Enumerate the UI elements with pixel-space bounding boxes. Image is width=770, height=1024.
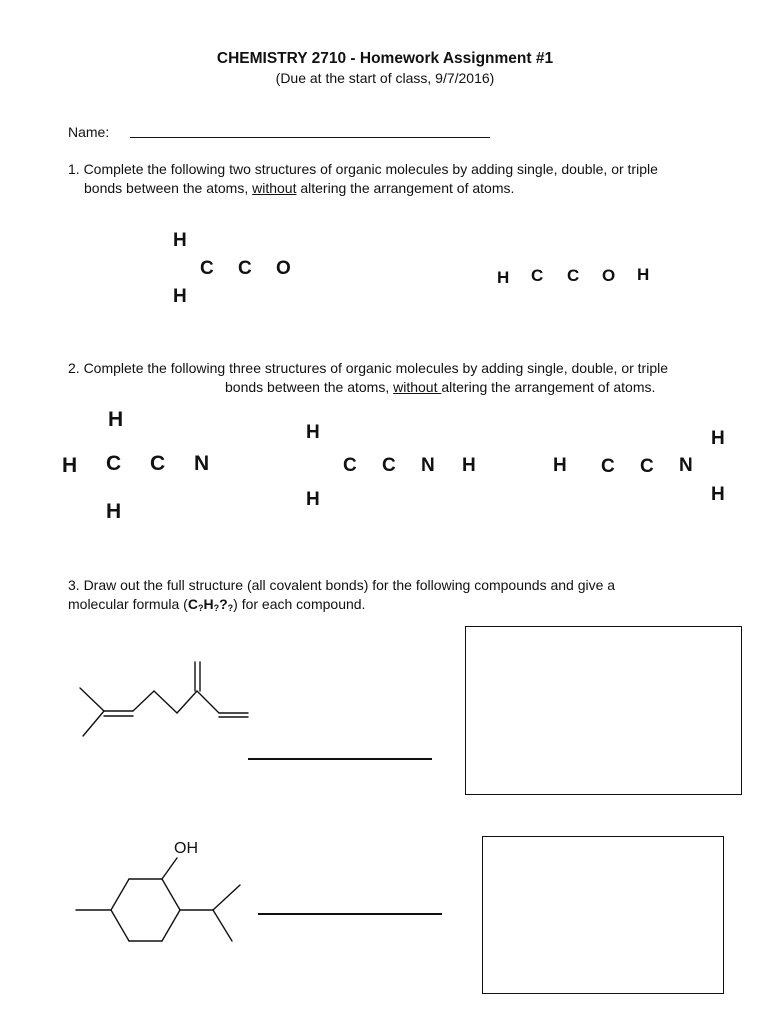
- q1-s1-c1: C: [200, 258, 214, 279]
- q2-s3-h-bottom: H: [711, 484, 725, 505]
- q2-s1-h-left: H: [62, 454, 78, 477]
- q2-s2-c2: C: [382, 455, 396, 476]
- q2-s1-c1: C: [106, 452, 122, 475]
- due-date: (Due at the start of class, 9/7/2016): [275, 70, 495, 86]
- q2-emphasis: without: [393, 379, 442, 395]
- q2-text-line1: 2. Complete the following three structures of organic molecules by adding single, double, or triple: [68, 360, 668, 376]
- q2-s1-c2: C: [150, 452, 166, 475]
- name-label: Name:: [68, 124, 110, 140]
- q1-s2-h2: H: [637, 265, 650, 284]
- q2-s2-h-top: H: [306, 422, 320, 443]
- hydroxyl-label: OH: [174, 840, 198, 857]
- q1-s2-h1: H: [497, 268, 510, 287]
- q2-s2-h-right: H: [462, 455, 476, 476]
- q2-s2-c1: C: [343, 455, 357, 476]
- q1-s1-c2: C: [238, 258, 252, 279]
- q2-s3-h-top: H: [711, 428, 725, 449]
- q2-s3-n: N: [679, 455, 693, 476]
- q1-s2-o: O: [602, 266, 616, 285]
- molecular-formula-template: $C_?H_??_?$: [187, 596, 234, 613]
- q3-text-line2: molecular formula $(C_?H_??_?)$ for each compound.: [68, 596, 366, 613]
- q2-s3-c2: C: [640, 456, 654, 477]
- q2-s2-h-bottom: H: [306, 489, 320, 510]
- page-title: CHEMISTRY 2710 - Homework Assignment #1: [216, 50, 554, 67]
- q2-s1-h-top: H: [108, 408, 124, 431]
- q1-text-line1: 1. Complete the following two structures of organic molecules by adding single, double, or triple: [68, 161, 658, 177]
- q1-emphasis: without: [252, 180, 297, 196]
- q2-text-line2: bonds between the atoms, without altering the arrangement of atoms.: [225, 379, 656, 395]
- compound2-formula-answer-line[interactable]: [258, 913, 442, 915]
- q1-s1-h-top: H: [173, 230, 187, 251]
- compound2-structure-answer-box[interactable]: [482, 836, 724, 994]
- q2-s2-n: N: [421, 455, 435, 476]
- q1-s2-c1: C: [531, 266, 544, 285]
- q1-text-line2: bonds between the atoms, without altering the arrangement of atoms.: [84, 180, 515, 196]
- q3-text-line1: 3. Draw out the full structure (all covalent bonds) for the following compounds and give a: [68, 577, 616, 593]
- q2-s3-c1: C: [601, 456, 615, 477]
- q2-s3-h-left: H: [553, 455, 567, 476]
- q2-s1-h-bottom: H: [106, 500, 122, 523]
- q1-s1-o: O: [276, 258, 291, 279]
- q2-s1-n: N: [194, 452, 210, 475]
- q1-s2-c2: C: [567, 266, 580, 285]
- q1-s1-h-bottom: H: [173, 286, 187, 307]
